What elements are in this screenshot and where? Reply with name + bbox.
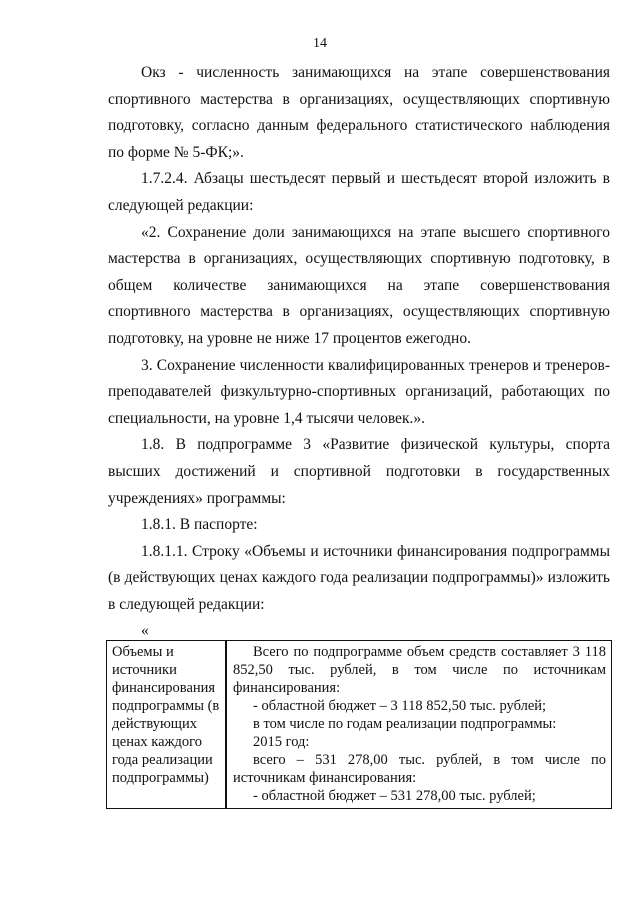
financing-table xyxy=(106,640,612,809)
financing-regional-budget-line: - областной бюджет – 3 118 852,50 тыс. рублей; xyxy=(253,698,547,714)
financing-by-year-line: в том числе по годам реализации подпрограммы: xyxy=(253,716,557,732)
financing-total-line: Всего по подпрограмме объем средств составляет 3 118 852,50 тыс. рублей, в том числе по источникам финансирования: xyxy=(233,644,606,696)
paragraph-1-8-1: 1.8.1. В паспорте: xyxy=(141,516,258,534)
paragraph-okz-definition: Окз - численность занимающихся на этапе совершенствования спортивного мастерства в организациях, осуществляющих спортивную подготовку, согласно данным федерального статистического наблюдения по форме № 5-ФК;». xyxy=(108,64,610,161)
paragraph-item-3: 3. Сохранение численности квалифицированных тренеров и тренеров-преподавателей физкультурно-спортивных организаций, работающих по специальности, на уровне 1,4 тысячи человек.». xyxy=(108,356,610,427)
financing-label-cell: Объемы и источники финансирования подпрограммы (в действующих ценах каждого года реализации подпрограммы) xyxy=(107,641,227,809)
financing-2015-regional-budget-line: - областной бюджет – 531 278,00 тыс. рублей; xyxy=(253,788,536,804)
table-row xyxy=(107,641,612,809)
document-body xyxy=(108,60,610,644)
paragraph-1-8: 1.8. В подпрограмме 3 «Развитие физической культуры, спорта высших достижений и спортивной подготовки в государственных учреждениях» программы: xyxy=(108,436,610,507)
page-number: 14 xyxy=(313,36,327,51)
paragraph-item-2: «2. Сохранение доли занимающихся на этапе высшего спортивного мастерства в организациях, осуществляющих спортивную подготовку, в общем количестве занимающихся на этапе совершенствования спортивного мастерства в организациях, осуществляющих спортивную подготовку, на уровне не ниже 17 процентов ежегодно. xyxy=(108,223,610,347)
financing-content-cell xyxy=(226,641,612,809)
paragraph-1-8-1-1: 1.8.1.1. Строку «Объемы и источники финансирования подпрограммы (в действующих ценах каждого года реализации подпрограммы)» изложить в следующей редакции: xyxy=(108,542,610,613)
paragraph-1-7-2-4: 1.7.2.4. Абзацы шестьдесят первый и шестьдесят второй изложить в следующей редакции: xyxy=(108,170,610,214)
financing-2015-total-line: всего – 531 278,00 тыс. рублей, в том числе по источникам финансирования: xyxy=(233,752,606,786)
quote-open-mark: « xyxy=(141,622,149,640)
financing-year-2015-line: 2015 год: xyxy=(253,734,310,750)
